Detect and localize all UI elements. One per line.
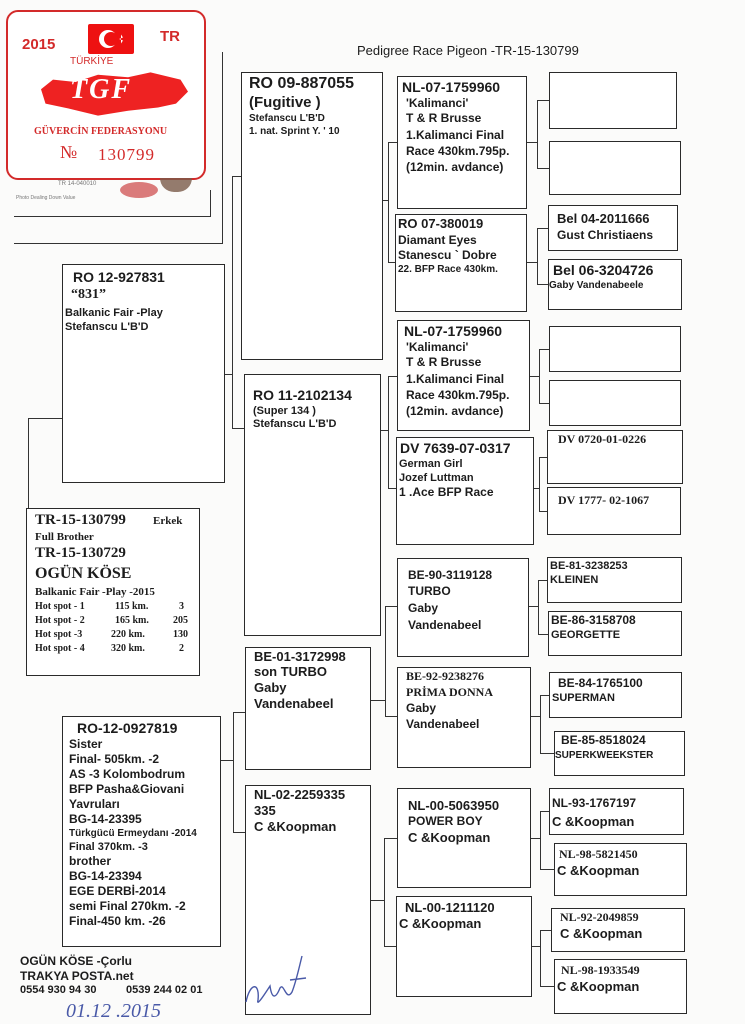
sdd-ring: DV 7639-07-0317 [400, 440, 511, 456]
sss-line-3: (12min. avdance) [406, 160, 504, 174]
sdsd-card [549, 380, 681, 426]
subject-relation: Full Brother [35, 531, 94, 543]
ssss-card [549, 72, 677, 129]
ssd-note: 22. BFP Race 430km. [398, 264, 498, 275]
dssd-card [548, 611, 682, 656]
sds-line-1: 1.Kalimanci Final [406, 372, 505, 386]
sd-name: (Super 134 ) [253, 405, 316, 417]
ds-breeder-2: Vandenabeel [254, 696, 334, 711]
sister-line: Sister [69, 737, 103, 751]
stamp-under-text: TR 14-040010 [58, 181, 97, 187]
ssd-name: Diamant Eyes [398, 233, 477, 247]
ssdd-name: Gaby Vandenabeele [549, 280, 644, 291]
dsss-card [547, 557, 682, 603]
result-distance: 115 km. [115, 601, 149, 612]
sire-breeder: Stefanscu L'B'D [65, 321, 149, 333]
sdd-note: 1 .Ace BFP Race [399, 485, 494, 499]
dddd-breeder: C &Koopman [557, 979, 640, 994]
sddd-card [547, 487, 681, 535]
sds-line-3: (12min. avdance) [406, 404, 504, 418]
sdss-card [549, 326, 681, 372]
sister-line: BG-14-23395 [69, 812, 142, 826]
sire-dam-card [244, 374, 381, 636]
footer-phone-2: 0539 244 02 01 [126, 984, 203, 996]
dsd-breeder-1: Gaby [406, 701, 437, 715]
dsss-ring: BE-81-3238253 [550, 560, 628, 572]
sss-line-2: Race 430km.795p. [406, 144, 510, 158]
sister-line: EGE DERBİ-2014 [69, 884, 166, 898]
page-title: Pedigree Race Pigeon -TR-15-130799 [357, 43, 579, 58]
dsds-ring: BE-84-1765100 [558, 676, 643, 690]
sister-line: AS -3 Kolombodrum [69, 767, 185, 781]
dsdd-name: SUPERKWEEKSTER [555, 750, 654, 761]
sdds-ring: DV 0720-01-0226 [558, 432, 647, 446]
sister-line: BFP Pasha&Giovani [69, 782, 185, 796]
ddd-card [396, 896, 532, 997]
dssd-ring: BE-86-3158708 [551, 613, 636, 627]
dds-ring: NL-00-5063950 [408, 798, 500, 813]
pigeon-photo-fragment [120, 182, 158, 198]
ss-ring: RO 09-887055 [249, 75, 354, 92]
sd-ring: RO 11-2102134 [253, 387, 352, 403]
dss-breeder-1: Gaby [408, 601, 439, 615]
result-distance: 165 km. [115, 615, 149, 626]
dddd-ring: NL-98-1933549 [561, 963, 640, 977]
sds-card [397, 320, 530, 431]
stamp-logo: TGF [70, 74, 132, 105]
ss-note: 1. nat. Sprint Y. ' 10 [249, 126, 340, 137]
dds-card [397, 788, 531, 888]
ssd-card [395, 214, 527, 312]
dssd-name: GEORGETTE [551, 629, 621, 641]
sister-ring: RO-12-0927819 [77, 720, 178, 736]
ssd-ring: RO 07-380019 [398, 216, 484, 231]
stamp-federation: GÜVERCİN FEDERASYONU [34, 126, 168, 137]
dddd-card [554, 959, 687, 1014]
ds-breeder-1: Gaby [254, 680, 287, 695]
sss-card [397, 76, 527, 209]
dd-breeder: C &Koopman [254, 819, 337, 834]
ds-name: son TURBO [254, 664, 327, 679]
sire-name: “831” [71, 287, 106, 302]
sister-line: semi Final 270km. -2 [69, 899, 186, 913]
dd-ring: NL-02-2259335 [254, 787, 346, 802]
subject-line: Balkanic Fair -Play -2015 [35, 586, 155, 598]
sire-sire-card [241, 72, 383, 360]
ddsd-breeder: C &Koopman [557, 863, 640, 878]
sire-ring: RO 12-927831 [73, 269, 165, 285]
photo-frame-line [222, 52, 223, 244]
ssds-ring: Bel 04-2011666 [557, 211, 650, 226]
dds-name: POWER BOY [408, 814, 483, 828]
sdd-breeder: Jozef Luttman [399, 472, 474, 484]
sddd-ring: DV 1777- 02-1067 [558, 493, 650, 507]
dsdd-ring: BE-85-8518024 [561, 733, 646, 747]
sdds-card [547, 430, 683, 484]
sister-line: Final- 505km. -2 [69, 752, 160, 766]
ssd-breeder: Stanescu ` Dobre [398, 248, 497, 262]
result-race: Hot spot - 1 [35, 601, 85, 612]
ddsd-card [554, 843, 687, 896]
footer-site: TRAKYA POSTA.net [20, 969, 134, 983]
stamp-country: TÜRKİYE [70, 56, 114, 67]
ddds-breeder: C &Koopman [560, 926, 643, 941]
result-race: Hot spot -3 [35, 629, 83, 640]
sd-breeder: Stefanscu L'B'D [253, 418, 337, 430]
ddss-breeder: C &Koopman [552, 814, 635, 829]
dss-ring: BE-90-3119128 [408, 568, 493, 582]
sss-breeder: T & R Brusse [406, 111, 482, 125]
sdd-name: German Girl [399, 458, 463, 470]
pigeon-eye-fragment [160, 178, 192, 192]
ds-ring: BE-01-3172998 [254, 649, 346, 664]
result-place: 130 [173, 629, 188, 640]
ddd-breeder: C &Koopman [399, 916, 482, 931]
sds-name: 'Kalimanci' [406, 340, 469, 354]
brother-ring: TR-15-130729 [35, 545, 126, 561]
result-place: 205 [173, 615, 188, 626]
dsd-name: PRİMA DONNA [406, 685, 493, 699]
result-race: Hot spot - 2 [35, 615, 85, 626]
stamp-number-prefix: № [60, 142, 78, 162]
footer-date: 01.12 .2015 [66, 1000, 161, 1022]
stamp-number: 130799 [98, 145, 155, 164]
ss-name: (Fugitive ) [249, 94, 321, 111]
sssd-card [549, 141, 681, 195]
dsss-name: KLEINEN [550, 574, 599, 586]
sdd-card [396, 437, 534, 545]
photo-frame-line [14, 216, 210, 217]
photo-caption: Photo Dealing Down Value [16, 195, 76, 201]
result-race: Hot spot - 4 [35, 643, 85, 654]
footer-phone-1: 0554 930 94 30 [20, 984, 97, 996]
result-place: 2 [179, 643, 184, 654]
dss-name: TURBO [408, 584, 451, 598]
turkish-flag-icon [88, 24, 134, 54]
dsdd-card [554, 731, 685, 776]
sister-line: BG-14-23394 [69, 869, 142, 883]
subject-ring: TR-15-130799 [35, 512, 126, 528]
dsd-ring: BE-92-9238276 [406, 669, 484, 683]
ss-breeder: Stefanscu L'B'D [249, 113, 325, 124]
ssdd-card [548, 259, 682, 310]
sister-card [62, 716, 221, 947]
photo-frame-line [14, 243, 222, 244]
ddds-card [551, 908, 685, 952]
ddss-ring: NL-93-1767197 [552, 796, 637, 810]
sds-breeder: T & R Brusse [406, 355, 482, 369]
subject-owner: OGÜN KÖSE [35, 565, 132, 582]
ddss-card [549, 788, 684, 835]
sister-line: Final-450 km. -26 [69, 914, 166, 928]
photo-frame-line [210, 190, 211, 217]
dd-name: 335 [254, 803, 276, 818]
result-distance: 320 km. [111, 643, 145, 654]
result-place: 3 [179, 601, 184, 612]
signature [240, 952, 320, 1012]
result-distance: 220 km. [111, 629, 145, 640]
subject-card [26, 508, 200, 676]
sire-line: Balkanic Fair -Play [65, 307, 163, 319]
sds-line-2: Race 430km.795p. [406, 388, 510, 402]
dsds-card [549, 672, 682, 718]
footer-name: OGÜN KÖSE -Çorlu [20, 954, 133, 968]
stamp-year: 2015 [22, 36, 56, 53]
tgf-stamp [6, 10, 206, 180]
stamp-country-code: TR [160, 28, 180, 45]
ddds-ring: NL-92-2049859 [560, 910, 639, 924]
dsds-name: SUPERMAN [552, 692, 615, 704]
sister-line: brother [69, 854, 111, 868]
dsd-card [397, 667, 531, 768]
dds-breeder: C &Koopman [408, 830, 491, 845]
sss-name: 'Kalimanci' [406, 96, 469, 110]
subject-sex: Erkek [153, 515, 183, 527]
dam-sire-card [245, 647, 371, 770]
dsd-breeder-2: Vandenabeel [406, 717, 480, 731]
sister-line: Yavruları [69, 797, 120, 811]
dss-breeder-2: Vandenabeel [408, 618, 482, 632]
sire-card [62, 264, 225, 483]
ssds-name: Gust Christiaens [557, 228, 654, 242]
sds-ring: NL-07-1759960 [404, 323, 503, 339]
ddsd-ring: NL-98-5821450 [559, 847, 638, 861]
sister-line: Final 370km. -3 [69, 841, 148, 853]
sister-line: Türkgücü Ermeydanı -2014 [69, 828, 197, 839]
dss-card [397, 558, 529, 657]
ssdd-ring: Bel 06-3204726 [553, 262, 654, 278]
sss-line-1: 1.Kalimanci Final [406, 128, 505, 142]
ssds-card [548, 205, 678, 251]
ddd-ring: NL-00-1211120 [405, 900, 495, 915]
sss-ring: NL-07-1759960 [402, 79, 501, 95]
